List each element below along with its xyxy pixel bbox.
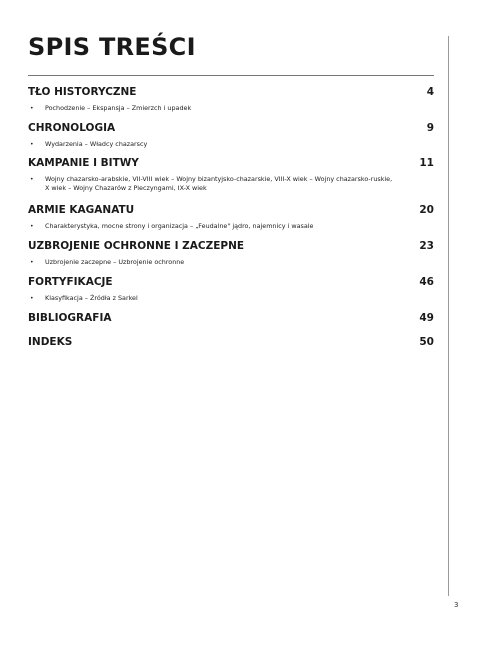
section-title[interactable]: KAMPANIE I BITWY <box>28 157 139 169</box>
section-title[interactable]: INDEKS <box>28 336 73 348</box>
section-title[interactable]: UZBROJENIE OCHRONNE I ZACZEPNE <box>28 240 245 252</box>
toc-section-armie-kaganatu[interactable] <box>28 204 434 231</box>
toc-section-chronologia[interactable] <box>28 122 434 149</box>
section-description: Wydarzenia – Władcy chazarscy <box>45 140 148 148</box>
section-title[interactable]: TŁO HISTORYCZNE <box>28 86 137 98</box>
page-title: SPIS TREŚCI <box>28 33 196 61</box>
section-page-number: 46 <box>419 276 434 288</box>
section-title[interactable]: FORTYFIKACJE <box>28 276 113 288</box>
section-page-number: 9 <box>426 122 434 134</box>
bullet-icon: • <box>30 105 34 112</box>
bullet-icon: • <box>30 176 34 183</box>
section-description: Klasyfikacja – Źródła z Sarkel <box>45 294 138 302</box>
section-description: Uzbrojenie zaczepne – Uzbrojenie ochronne <box>45 258 185 266</box>
toc-section-indeks[interactable] <box>28 336 434 348</box>
bullet-icon: • <box>30 295 34 302</box>
section-page-number: 49 <box>419 312 434 324</box>
section-title[interactable]: CHRONOLOGIA <box>28 122 116 134</box>
section-page-number: 20 <box>419 204 434 216</box>
section-page-number: 23 <box>419 240 434 252</box>
section-page-number: 4 <box>426 86 434 98</box>
toc-section-bibliografia[interactable] <box>28 312 434 324</box>
section-page-number: 50 <box>419 336 434 348</box>
section-title[interactable]: ARMIE KAGANATU <box>28 204 135 216</box>
title-divider <box>28 75 434 76</box>
section-page-number: 11 <box>419 157 434 169</box>
section-description: Charakterystyka, mocne strony i organizacja – „Feudalne" jądro, najemnicy i wasale <box>45 222 314 230</box>
section-title[interactable]: BIBLIOGRAFIA <box>28 312 112 324</box>
page-number: 3 <box>454 601 459 609</box>
vertical-divider <box>448 36 449 596</box>
toc-section-tlo-historyczne[interactable] <box>28 86 434 113</box>
toc-section-uzbrojenie[interactable] <box>28 240 434 267</box>
bullet-icon: • <box>30 141 34 148</box>
section-description: Pochodzenie – Ekspansja – Zmierzch i upadek <box>45 104 192 112</box>
toc-section-kampanie-i-bitwy[interactable] <box>28 157 434 193</box>
bullet-icon: • <box>30 259 34 266</box>
bullet-icon: • <box>30 223 34 230</box>
section-description: Wojny chazarsko-arabskie, VII-VIII wiek – Wojny bizantyjsko-chazarskie, VIII-X wiek – Wojny chazarsko-ruskie, X wiek – Wojny Chazarów z Pieczyngami, IX-X wiek <box>45 175 393 192</box>
toc-section-fortyfikacje[interactable] <box>28 276 434 303</box>
